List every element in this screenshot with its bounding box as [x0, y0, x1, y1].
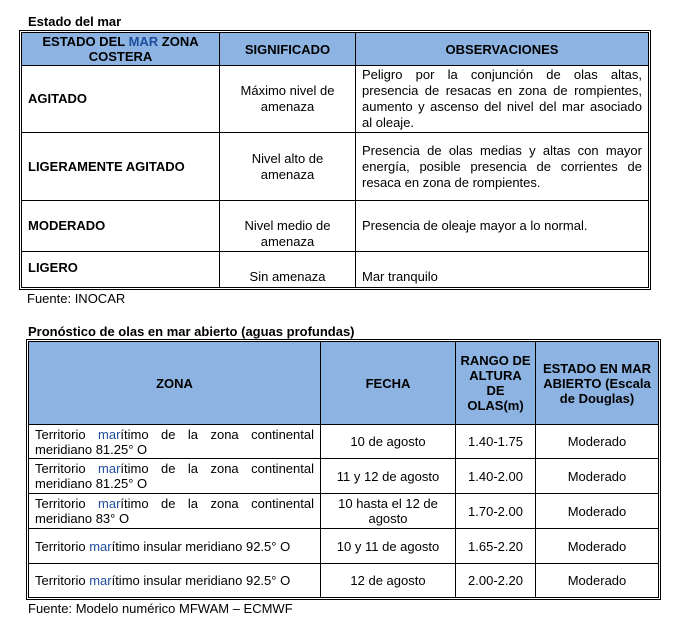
date-cell: 12 de agosto [321, 564, 456, 597]
table-row [22, 66, 648, 133]
observation-cell: Peligro por la conjunción de olas altas, presencia de resacas en zona de rompientes, aumento y ascenso del nivel del mar asociado al oleaje. [356, 66, 648, 133]
table-header-row [22, 33, 648, 66]
observation-cell: Presencia de olas medias y altas con mayor energía, posible presencia de corrientes de resaca en zona de rompientes. [356, 133, 648, 201]
sea-state-table [21, 32, 649, 288]
state-cell: Moderado [536, 529, 658, 564]
header-significado: SIGNIFICADO [220, 33, 356, 66]
state-cell: Moderado [567, 573, 627, 588]
zone-cell: Territorio marítimo insular meridiano 92.5° O [29, 564, 321, 597]
state-label: MODERADO [22, 201, 220, 252]
zone-cell: Territorio marítimo de la zona continental meridiano 83° O [29, 494, 321, 529]
state-label: LIGERAMENTE AGITADO [22, 133, 220, 201]
date-cell: 11 y 12 de agosto [321, 459, 456, 494]
section1-title: Estado del mar [28, 14, 122, 29]
zone-cell: Territorio marítimo de la zona continental meridiano 81.25° O [29, 425, 321, 459]
meaning-cell: Nivel medio de amenaza [220, 201, 356, 252]
range-cell: 2.00-2.20 [456, 564, 536, 597]
wave-forecast-table [28, 341, 659, 598]
section2-source: Fuente: Modelo numérico MFWAM – ECMWF [28, 601, 293, 616]
table-row [22, 133, 648, 201]
range-cell: 1.40-2.00 [456, 459, 536, 494]
table-row [29, 425, 658, 459]
header-observaciones: OBSERVACIONES [356, 33, 648, 66]
range-cell: 1.65-2.20 [456, 529, 536, 564]
section2-title: Pronóstico de olas en mar abierto (aguas profundas) [28, 324, 355, 339]
meaning-cell: Máximo nivel de amenaza [220, 66, 356, 133]
table-row [29, 529, 658, 564]
header-estado: ESTADO DEL MAR ZONA COSTERA [22, 33, 220, 66]
state-cell: Moderado [536, 494, 658, 529]
zone-cell: Territorio marítimo insular meridiano 92.5° O [29, 529, 321, 564]
table-row [29, 494, 658, 529]
observation-cell: Presencia de oleaje mayor a lo normal. [356, 201, 648, 252]
state-label: AGITADO [22, 66, 220, 133]
table-row [29, 564, 658, 597]
table-row [22, 252, 648, 287]
meaning-cell: Sin amenaza [220, 252, 356, 287]
date-cell: 10 y 11 de agosto [321, 529, 456, 564]
zone-cell: Territorio marítimo de la zona continental meridiano 81.25° O [29, 459, 321, 494]
table-row [29, 459, 658, 494]
header-rango: RANGO DE ALTURA DE OLAS(m) [456, 342, 536, 425]
header-fecha: FECHA [321, 342, 456, 425]
section1-source: Fuente: INOCAR [27, 291, 126, 306]
state-cell: Moderado [536, 425, 658, 459]
state-cell: Moderado [536, 459, 658, 494]
range-cell: 1.40-1.75 [456, 425, 536, 459]
table-header-row [29, 342, 658, 425]
header-estado-mar: ESTADO EN MAR ABIERTO (Escala de Douglas) [536, 342, 658, 425]
observation-cell: Mar tranquilo [362, 269, 438, 284]
header-zona: ZONA [29, 342, 321, 425]
table-row [22, 201, 648, 252]
state-label: LIGERO [22, 252, 220, 287]
range-cell: 1.70-2.00 [456, 494, 536, 529]
date-cell: 10 hasta el 12 de agosto [321, 494, 456, 529]
meaning-cell: Nivel alto de amenaza [220, 133, 356, 201]
date-cell: 10 de agosto [321, 425, 456, 459]
